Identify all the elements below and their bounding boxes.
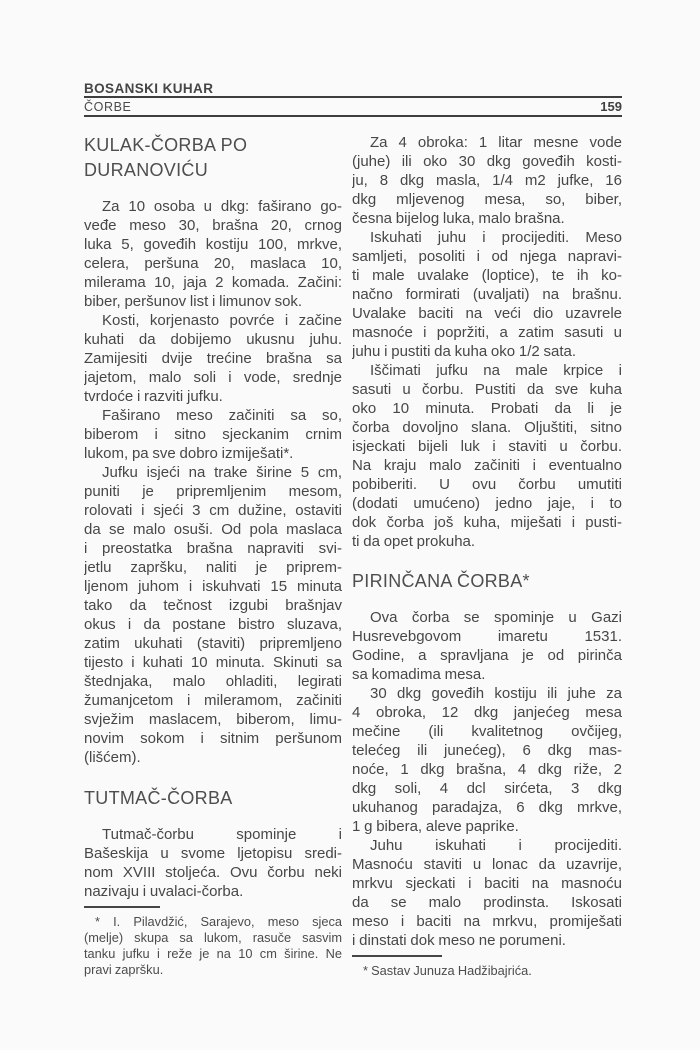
text-line: 1 g bibera, aleve paprike. xyxy=(352,818,519,835)
text-line: Za 4 obroka: 1 litar mesne vode xyxy=(370,134,622,151)
footnote-left xyxy=(84,914,342,979)
text-line: DURANOVIĆU xyxy=(84,160,209,180)
text-line: puniti je pripremljenim mesom, xyxy=(84,483,342,500)
text-line: ti da opet prokuha. xyxy=(352,533,476,550)
text-line: luka 5, goveđih kostiju 100, mrkve, xyxy=(84,236,342,253)
footnote-right xyxy=(352,963,622,979)
text-line: juhu i pustiti da kuha oko 1/2 sata. xyxy=(352,343,577,360)
paragraph-ingredients-right-2 xyxy=(352,684,622,836)
text-line: ti male uvalake (loptice), te ih ko- xyxy=(352,267,622,284)
text-line: zatim ukuhati (staviti) pripremljeno xyxy=(84,635,342,652)
section-title: ČORBE xyxy=(84,100,132,114)
text-line: mečine (ili kvalitetnog ovčijeg, xyxy=(352,723,622,740)
text-line: telećeg ili junećeg), 6 dkg mas- xyxy=(352,742,622,759)
text-line: sa komadima mesa. xyxy=(352,666,486,683)
text-line: jajetom, malo soli i vode, srednje xyxy=(84,369,342,386)
paragraph-ingredients xyxy=(84,197,342,311)
text-line: Masnoću staviti u lonac da uzavrije, xyxy=(352,856,622,873)
text-line: celera, peršuna 20, maslaca 10, xyxy=(84,255,342,272)
text-line: (juhe) ili oko 30 dkg goveđih kosti- xyxy=(352,153,622,170)
header-row xyxy=(84,98,622,115)
text-line: ukuhanog paradajza, 6 dkg mrkve, xyxy=(352,799,622,816)
text-line: ljenom juhom i iskuhvati 15 minuta xyxy=(84,578,342,595)
text-line: 4 obroka, 12 dkg janjećeg mesa xyxy=(352,704,622,721)
paragraph-history xyxy=(84,825,342,901)
paragraph-preparation-right-1 xyxy=(352,228,622,361)
text-line: Iskuhati juhu i procijediti. Meso xyxy=(370,229,622,246)
text-line: štednjaka, malo ohladiti, legirati xyxy=(84,673,342,690)
book-title: BOSANSKI KUHAR xyxy=(84,81,214,96)
footnote-rule xyxy=(84,906,160,908)
text-line: da se malo osuši. Od pola maslaca xyxy=(84,521,342,538)
text-line: 30 dkg goveđih kostiju ili juhe za xyxy=(370,685,622,702)
text-line: novim sokom i sitnim peršunom xyxy=(84,730,342,747)
text-line: (lišćem). xyxy=(84,749,141,766)
text-line: Ova čorba se spominje u Gazi xyxy=(370,609,622,626)
text-line: (dodati umućeno) jedno jaje, i to xyxy=(352,495,622,512)
header-rule-bottom xyxy=(84,115,622,117)
text-line: okus i da postane bistro sluzava, xyxy=(84,616,342,633)
text-line: tanku jufku i reže je na 10 cm širine. Ne xyxy=(84,946,342,962)
text-line: tvrdoće i razviti jufku. xyxy=(84,388,223,405)
text-line: nom XVIII stoljeća. Ovu čorbu neki xyxy=(84,864,342,881)
text-line: kuhati da dobijemo ukusnu juhu. xyxy=(84,331,342,348)
text-line: milerama 10, jaja 2 komada. Začini: xyxy=(84,274,342,291)
text-line: i dinstati dok meso ne porumeni. xyxy=(352,932,566,949)
text-line: jetlu zapršku, naliti je priprem- xyxy=(84,559,342,576)
text-line: tako da tečnost izgubi brašnjav xyxy=(84,597,342,614)
text-line: TUTMAČ-ČORBA xyxy=(84,788,233,808)
page-header xyxy=(84,82,622,117)
text-line: Za 10 osoba u dkg: faširano go- xyxy=(102,198,342,215)
text-line: dkg soli, 4 dcl sirćeta, 3 dkg xyxy=(352,780,622,797)
text-line: KULAK-ČORBA PO xyxy=(84,135,248,155)
page-number: 159 xyxy=(600,99,622,114)
text-line: (melje) skupa sa lukom, rasuče sasvim xyxy=(84,929,342,945)
text-line: * Sastav Junuza Hadžibajrića. xyxy=(363,962,532,978)
text-line: noće, 1 dkg brašna, 4 dkg riže, 2 xyxy=(352,761,622,778)
text-line: lukom, pa sve dobro izmiješati*. xyxy=(84,445,294,462)
text-line: samljeti, posoliti i od njega napravi- xyxy=(352,248,622,265)
text-line: rolovati i sjeći 3 cm dužine, ostaviti xyxy=(84,502,342,519)
paragraph-preparation-3 xyxy=(84,463,342,767)
text-line: dok čorba još kuha, miješati i pusti- xyxy=(352,514,622,531)
text-line: ju, 8 dkg masla, 1/4 m2 jufke, 16 xyxy=(352,172,622,189)
text-line: i preostatka brašna napraviti svi- xyxy=(84,540,342,557)
text-line: tijesto i kuhati 10 minuta. Skinuti sa xyxy=(84,654,342,671)
text-line: Faširano meso začiniti sa so, xyxy=(102,407,342,424)
text-line: načno formirati (uvaljati) na brašnu. xyxy=(352,286,622,303)
recipe-title-tutmac-corba xyxy=(84,783,342,811)
text-line: dkg mljevenog mesa, so, biber, xyxy=(352,191,622,208)
left-column xyxy=(84,130,342,979)
text-line: isjeckati bijeli luk i staviti u čorbu. xyxy=(352,438,622,455)
paragraph-ingredients-right xyxy=(352,133,622,228)
text-line: meso i baciti na mrkvu, promiješati xyxy=(352,913,622,930)
text-line: Juhu iskuhati i procijediti. xyxy=(370,837,622,854)
text-line: PIRINČANA ČORBA* xyxy=(352,571,530,591)
text-line: sasuti u čorbu. Pustiti da sve kuha xyxy=(352,381,622,398)
text-line: nazivaju i uvalaci-čorba. xyxy=(84,883,244,900)
text-line: čorba dovoljno slana. Oljuštiti, sitno xyxy=(352,419,622,436)
text-line: pobiberiti. U ovu čorbu umutiti xyxy=(352,476,622,493)
text-line: Jufku isjeći na trake širine 5 cm, xyxy=(102,464,342,481)
text-line: veđe meso 30, brašna 20, crnog xyxy=(84,217,342,234)
text-line: biber, peršunov list i limunov sok. xyxy=(84,293,303,310)
recipe-title-pirincana-corba xyxy=(352,566,622,594)
paragraph-preparation-1 xyxy=(84,311,342,406)
text-line: * I. Pilavdžić, Sarajevo, meso sjeca xyxy=(95,913,342,929)
text-line: Tutmač-čorbu spominje i xyxy=(102,826,342,843)
text-line: biberom i sitno sjeckanim crnim xyxy=(84,426,342,443)
text-line: Kosti, korjenasto povrće i začine xyxy=(102,312,342,329)
paragraph-preparation-right-3 xyxy=(352,836,622,950)
text-line: Husrevebgovom imaretu 1531. xyxy=(352,628,622,645)
footnote-rule xyxy=(352,955,442,957)
text-line: Zamijesiti dvije trećine brašna sa xyxy=(84,350,342,367)
text-line: Iščimati jufku na male krpice i xyxy=(370,362,622,379)
text-line: da se malo prodinsta. Iskosati xyxy=(352,894,622,911)
text-line: pravi zapršku. xyxy=(84,962,164,978)
text-line: svježim maslacem, biberom, limu- xyxy=(84,711,342,728)
recipe-title-kulak-corba xyxy=(84,130,342,183)
paragraph-preparation-right-2 xyxy=(352,361,622,551)
text-line: česna bijelog luka, malo brašna. xyxy=(352,210,565,227)
text-line: Na kraju malo začiniti i eventualno xyxy=(352,457,622,474)
text-line: oko 10 minuta. Probati da li je xyxy=(352,400,622,417)
text-line: masnoće i popržiti, a zatim sasuti u xyxy=(352,324,622,341)
right-column xyxy=(352,130,622,979)
text-line: Uvalake baciti na veći dio uzavrele xyxy=(352,305,622,322)
text-line: žumanjcetom i mileramom, začiniti xyxy=(84,692,342,709)
text-line: Bašeskija u svome ljetopisu sredi- xyxy=(84,845,342,862)
text-line: Godine, a spravljana je od pirinča xyxy=(352,647,622,664)
paragraph-preparation-2 xyxy=(84,406,342,463)
text-line: mrkvu sjeckati i baciti na masnoću xyxy=(352,875,622,892)
paragraph-history-right xyxy=(352,608,622,684)
